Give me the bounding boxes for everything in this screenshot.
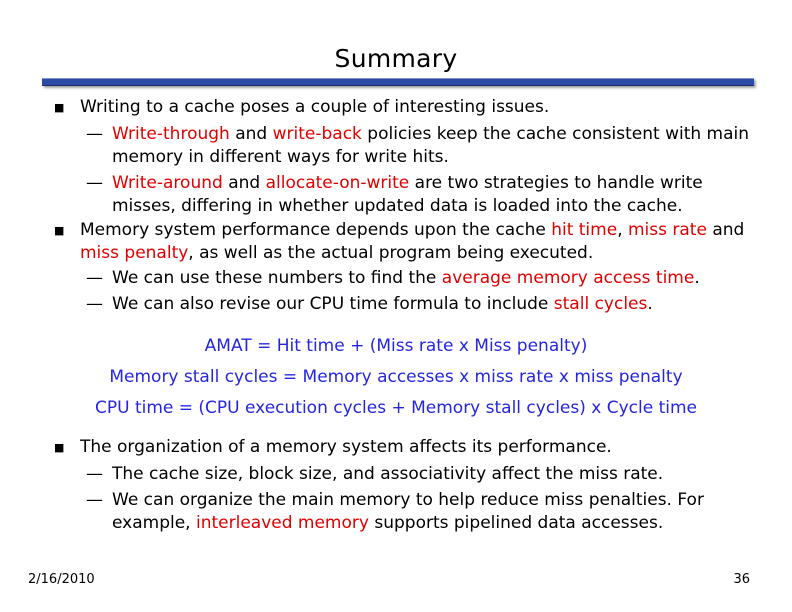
bullet-marker: ■ xyxy=(54,224,65,237)
sub-text: . xyxy=(647,294,653,314)
bullet-text: , xyxy=(617,220,628,240)
bullet-1-sub-2 xyxy=(86,172,760,218)
footer-page-number: 36 xyxy=(733,572,750,587)
interleaved-memory-term: interleaved memory xyxy=(195,513,369,533)
bullet-text: , as well as the actual program being executed. xyxy=(188,243,594,263)
hit-time-term: hit time xyxy=(551,220,618,240)
allocate-on-write-term: allocate-on-write xyxy=(265,173,410,193)
formula-amat: AMAT = Hit time + (Miss rate x Miss penalty) xyxy=(204,336,588,356)
stall-cycles-term: stall cycles xyxy=(553,294,648,314)
dash-marker: — xyxy=(86,490,103,510)
bullet-2-sub-1 xyxy=(86,267,760,290)
sub-text: We can also revise our CPU time formula to include xyxy=(112,294,554,314)
footer-date: 2/16/2010 xyxy=(28,572,95,587)
dash-marker: — xyxy=(86,173,103,193)
bullet-text: Memory system performance depends upon the cache xyxy=(80,220,552,240)
write-around-term: Write-around xyxy=(112,173,223,193)
bullet-marker: ■ xyxy=(54,441,65,454)
miss-penalty-term: miss penalty xyxy=(80,243,189,263)
bullet-3-sub-2 xyxy=(86,489,760,535)
write-back-term: write-back xyxy=(272,124,362,144)
bullet-1 xyxy=(54,96,760,119)
sub-text: are two strategies to handle write misses, differing in whether updated data is loaded into the cache. xyxy=(112,173,703,216)
dash-marker: — xyxy=(86,124,103,144)
write-through-term: Write-through xyxy=(112,124,230,144)
formula-cpu-time: CPU time = (CPU execution cycles + Memory stall cycles) x Cycle time xyxy=(94,398,697,418)
bullet-3-sub-1 xyxy=(86,463,760,486)
dash-marker: — xyxy=(86,268,103,288)
bullet-3-text: The organization of a memory system affects its performance. xyxy=(80,437,612,457)
bullet-2 xyxy=(54,219,760,265)
bullet-3 xyxy=(54,436,760,459)
dash-marker: — xyxy=(86,294,103,314)
dash-marker: — xyxy=(86,464,103,484)
sub-text: policies keep the cache consistent with main memory in different ways for write hits. xyxy=(112,124,750,167)
sub-text: and xyxy=(229,124,273,144)
sub-text: supports pipelined data accesses. xyxy=(368,513,664,533)
amat-term: average memory access time xyxy=(441,268,695,288)
sub-text: We can organize the main memory to help reduce miss penalties. For example, xyxy=(112,490,704,533)
bullet-2-sub-2 xyxy=(86,293,760,316)
bullet-text: and xyxy=(706,220,745,240)
sub-text: and xyxy=(222,173,266,193)
bullet-1-sub-1 xyxy=(86,123,760,169)
slide-title: Summary xyxy=(334,44,458,73)
sub-text: We can use these numbers to find the xyxy=(112,268,442,288)
bullet-marker: ■ xyxy=(54,101,65,114)
sub-text: . xyxy=(694,268,700,288)
formula-memory-stall-cycles: Memory stall cycles = Memory accesses x miss rate x miss penalty xyxy=(109,367,683,387)
bullet-1-text: Writing to a cache poses a couple of interesting issues. xyxy=(80,97,550,117)
title-rule xyxy=(42,78,754,86)
sub-text: The cache size, block size, and associativity affect the miss rate. xyxy=(112,464,664,484)
miss-rate-term: miss rate xyxy=(628,220,707,240)
